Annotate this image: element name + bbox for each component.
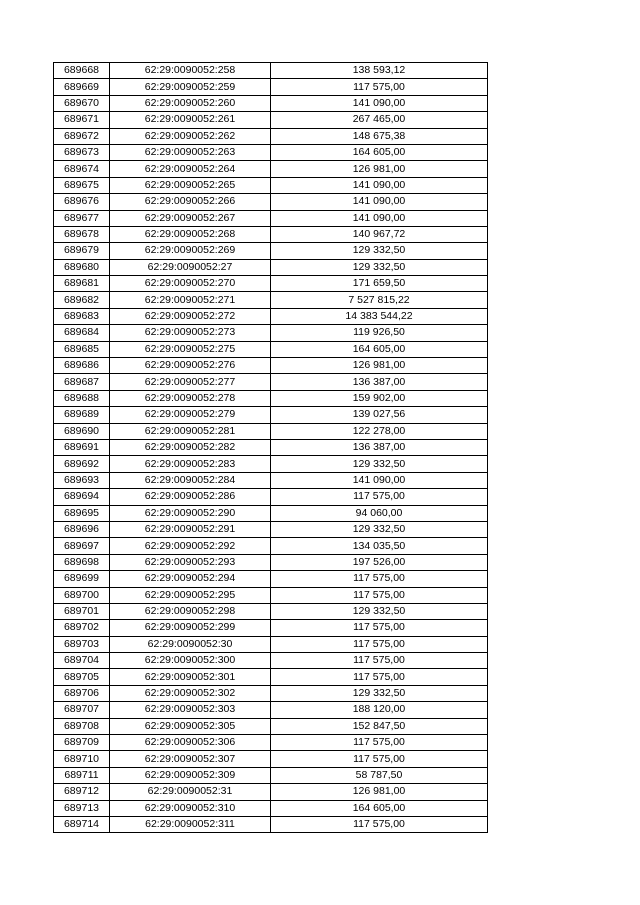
- cadastral-number-cell: 62:29:0090052:291: [110, 521, 271, 537]
- cadastral-number-cell: 62:29:0090052:292: [110, 538, 271, 554]
- row-number-cell: 689678: [54, 226, 110, 242]
- row-number-cell: 689681: [54, 276, 110, 292]
- cadastral-value-cell: 141 090,00: [271, 95, 488, 111]
- table-row: [54, 456, 488, 472]
- row-number-cell: 689712: [54, 784, 110, 800]
- cadastral-number-cell: 62:29:0090052:293: [110, 554, 271, 570]
- cadastral-number-cell: 62:29:0090052:283: [110, 456, 271, 472]
- row-number-cell: 689671: [54, 112, 110, 128]
- row-number-cell: 689692: [54, 456, 110, 472]
- row-number-cell: 689688: [54, 390, 110, 406]
- cadastral-value-cell: 164 605,00: [271, 800, 488, 816]
- cadastral-value-cell: 117 575,00: [271, 79, 488, 95]
- cadastral-value-cell: 141 090,00: [271, 210, 488, 226]
- table-row: [54, 472, 488, 488]
- table-row: [54, 161, 488, 177]
- row-number-cell: 689689: [54, 407, 110, 423]
- cadastral-number-cell: 62:29:0090052:260: [110, 95, 271, 111]
- cadastral-number-cell: 62:29:0090052:295: [110, 587, 271, 603]
- cadastral-number-cell: 62:29:0090052:286: [110, 489, 271, 505]
- cadastral-value-cell: 14 383 544,22: [271, 308, 488, 324]
- cadastral-number-cell: 62:29:0090052:290: [110, 505, 271, 521]
- table-row: [54, 325, 488, 341]
- table-row: [54, 603, 488, 619]
- cadastral-value-cell: 126 981,00: [271, 784, 488, 800]
- table-row: [54, 341, 488, 357]
- table-row: [54, 702, 488, 718]
- cadastral-number-cell: 62:29:0090052:281: [110, 423, 271, 439]
- row-number-cell: 689691: [54, 439, 110, 455]
- table-row: [54, 767, 488, 783]
- row-number-cell: 689700: [54, 587, 110, 603]
- row-number-cell: 689677: [54, 210, 110, 226]
- row-number-cell: 689695: [54, 505, 110, 521]
- table-row: [54, 79, 488, 95]
- cadastral-value-cell: 171 659,50: [271, 276, 488, 292]
- row-number-cell: 689668: [54, 63, 110, 79]
- table-body: [54, 63, 488, 833]
- table-row: [54, 784, 488, 800]
- cadastral-value-cell: 119 926,50: [271, 325, 488, 341]
- row-number-cell: 689679: [54, 243, 110, 259]
- table-row: [54, 439, 488, 455]
- cadastral-value-cell: 141 090,00: [271, 177, 488, 193]
- cadastral-value-cell: 129 332,50: [271, 521, 488, 537]
- row-number-cell: 689684: [54, 325, 110, 341]
- cadastral-number-cell: 62:29:0090052:306: [110, 735, 271, 751]
- cadastral-value-cell: 141 090,00: [271, 472, 488, 488]
- row-number-cell: 689713: [54, 800, 110, 816]
- cadastral-number-cell: 62:29:0090052:269: [110, 243, 271, 259]
- cadastral-number-cell: 62:29:0090052:299: [110, 620, 271, 636]
- cadastral-number-cell: 62:29:0090052:277: [110, 374, 271, 390]
- cadastral-number-cell: 62:29:0090052:30: [110, 636, 271, 652]
- cadastral-number-cell: 62:29:0090052:270: [110, 276, 271, 292]
- cadastral-value-cell: 136 387,00: [271, 439, 488, 455]
- cadastral-value-cell: 117 575,00: [271, 735, 488, 751]
- cadastral-value-cell: 188 120,00: [271, 702, 488, 718]
- table-row: [54, 407, 488, 423]
- cadastral-number-cell: 62:29:0090052:272: [110, 308, 271, 324]
- cadastral-value-cell: 136 387,00: [271, 374, 488, 390]
- cadastral-number-cell: 62:29:0090052:298: [110, 603, 271, 619]
- table-row: [54, 521, 488, 537]
- table-row: [54, 259, 488, 275]
- cadastral-value-cell: 58 787,50: [271, 767, 488, 783]
- table-row: [54, 587, 488, 603]
- table-row: [54, 210, 488, 226]
- table-row: [54, 505, 488, 521]
- cadastral-value-cell: 117 575,00: [271, 620, 488, 636]
- cadastral-value-cell: 134 035,50: [271, 538, 488, 554]
- cadastral-value-cell: 129 332,50: [271, 243, 488, 259]
- row-number-cell: 689698: [54, 554, 110, 570]
- row-number-cell: 689674: [54, 161, 110, 177]
- cadastral-value-cell: 159 902,00: [271, 390, 488, 406]
- cadastral-number-cell: 62:29:0090052:258: [110, 63, 271, 79]
- cadastral-value-cell: 129 332,50: [271, 456, 488, 472]
- cadastral-number-cell: 62:29:0090052:294: [110, 571, 271, 587]
- cadastral-value-cell: 129 332,50: [271, 259, 488, 275]
- table-row: [54, 292, 488, 308]
- table-row: [54, 276, 488, 292]
- table-row: [54, 128, 488, 144]
- table-row: [54, 751, 488, 767]
- row-number-cell: 689703: [54, 636, 110, 652]
- cadastral-number-cell: 62:29:0090052:259: [110, 79, 271, 95]
- cadastral-value-cell: 139 027,56: [271, 407, 488, 423]
- table-row: [54, 112, 488, 128]
- table-row: [54, 620, 488, 636]
- table-row: [54, 800, 488, 816]
- row-number-cell: 689690: [54, 423, 110, 439]
- cadastral-number-cell: 62:29:0090052:266: [110, 194, 271, 210]
- cadastral-number-cell: 62:29:0090052:271: [110, 292, 271, 308]
- row-number-cell: 689714: [54, 816, 110, 832]
- cadastral-number-cell: 62:29:0090052:275: [110, 341, 271, 357]
- table-row: [54, 358, 488, 374]
- row-number-cell: 689670: [54, 95, 110, 111]
- row-number-cell: 689687: [54, 374, 110, 390]
- cadastral-value-cell: 117 575,00: [271, 751, 488, 767]
- cadastral-value-cell: 117 575,00: [271, 587, 488, 603]
- cadastral-value-table: [53, 62, 488, 833]
- cadastral-value-cell: 129 332,50: [271, 685, 488, 701]
- cadastral-number-cell: 62:29:0090052:307: [110, 751, 271, 767]
- table-row: [54, 144, 488, 160]
- row-number-cell: 689696: [54, 521, 110, 537]
- cadastral-number-cell: 62:29:0090052:276: [110, 358, 271, 374]
- cadastral-number-cell: 62:29:0090052:310: [110, 800, 271, 816]
- cadastral-number-cell: 62:29:0090052:279: [110, 407, 271, 423]
- row-number-cell: 689693: [54, 472, 110, 488]
- row-number-cell: 689699: [54, 571, 110, 587]
- table-row: [54, 308, 488, 324]
- cadastral-value-cell: 141 090,00: [271, 194, 488, 210]
- row-number-cell: 689697: [54, 538, 110, 554]
- cadastral-value-cell: 267 465,00: [271, 112, 488, 128]
- row-number-cell: 689701: [54, 603, 110, 619]
- cadastral-number-cell: 62:29:0090052:301: [110, 669, 271, 685]
- row-number-cell: 689702: [54, 620, 110, 636]
- cadastral-number-cell: 62:29:0090052:262: [110, 128, 271, 144]
- cadastral-value-cell: 197 526,00: [271, 554, 488, 570]
- cadastral-value-cell: 152 847,50: [271, 718, 488, 734]
- cadastral-value-cell: 140 967,72: [271, 226, 488, 242]
- table-row: [54, 489, 488, 505]
- table-row: [54, 63, 488, 79]
- cadastral-value-cell: 164 605,00: [271, 144, 488, 160]
- cadastral-number-cell: 62:29:0090052:261: [110, 112, 271, 128]
- row-number-cell: 689683: [54, 308, 110, 324]
- cadastral-number-cell: 62:29:0090052:27: [110, 259, 271, 275]
- table-row: [54, 226, 488, 242]
- cadastral-number-cell: 62:29:0090052:309: [110, 767, 271, 783]
- cadastral-value-cell: 122 278,00: [271, 423, 488, 439]
- table-row: [54, 538, 488, 554]
- table-row: [54, 735, 488, 751]
- cadastral-number-cell: 62:29:0090052:278: [110, 390, 271, 406]
- cadastral-value-cell: 138 593,12: [271, 63, 488, 79]
- cadastral-value-cell: 117 575,00: [271, 653, 488, 669]
- cadastral-value-cell: 117 575,00: [271, 816, 488, 832]
- cadastral-value-cell: 164 605,00: [271, 341, 488, 357]
- table-row: [54, 95, 488, 111]
- cadastral-number-cell: 62:29:0090052:273: [110, 325, 271, 341]
- row-number-cell: 689669: [54, 79, 110, 95]
- row-number-cell: 689672: [54, 128, 110, 144]
- row-number-cell: 689705: [54, 669, 110, 685]
- table-row: [54, 374, 488, 390]
- table-row: [54, 653, 488, 669]
- row-number-cell: 689711: [54, 767, 110, 783]
- cadastral-number-cell: 62:29:0090052:284: [110, 472, 271, 488]
- cadastral-number-cell: 62:29:0090052:31: [110, 784, 271, 800]
- cadastral-value-cell: 148 675,38: [271, 128, 488, 144]
- cadastral-number-cell: 62:29:0090052:303: [110, 702, 271, 718]
- cadastral-value-cell: 126 981,00: [271, 358, 488, 374]
- cadastral-value-cell: 94 060,00: [271, 505, 488, 521]
- table-row: [54, 243, 488, 259]
- cadastral-value-cell: 117 575,00: [271, 489, 488, 505]
- table-row: [54, 177, 488, 193]
- row-number-cell: 689680: [54, 259, 110, 275]
- cadastral-number-cell: 62:29:0090052:311: [110, 816, 271, 832]
- cadastral-number-cell: 62:29:0090052:265: [110, 177, 271, 193]
- table-row: [54, 390, 488, 406]
- cadastral-number-cell: 62:29:0090052:300: [110, 653, 271, 669]
- row-number-cell: 689704: [54, 653, 110, 669]
- cadastral-number-cell: 62:29:0090052:305: [110, 718, 271, 734]
- row-number-cell: 689707: [54, 702, 110, 718]
- cadastral-value-cell: 117 575,00: [271, 636, 488, 652]
- cadastral-number-cell: 62:29:0090052:302: [110, 685, 271, 701]
- row-number-cell: 689706: [54, 685, 110, 701]
- row-number-cell: 689673: [54, 144, 110, 160]
- cadastral-value-cell: 117 575,00: [271, 669, 488, 685]
- row-number-cell: 689675: [54, 177, 110, 193]
- cadastral-value-cell: 117 575,00: [271, 571, 488, 587]
- table-row: [54, 571, 488, 587]
- cadastral-number-cell: 62:29:0090052:268: [110, 226, 271, 242]
- row-number-cell: 689685: [54, 341, 110, 357]
- cadastral-number-cell: 62:29:0090052:264: [110, 161, 271, 177]
- row-number-cell: 689710: [54, 751, 110, 767]
- table-row: [54, 816, 488, 832]
- cadastral-value-cell: 129 332,50: [271, 603, 488, 619]
- cadastral-number-cell: 62:29:0090052:263: [110, 144, 271, 160]
- row-number-cell: 689708: [54, 718, 110, 734]
- cadastral-number-cell: 62:29:0090052:282: [110, 439, 271, 455]
- table-row: [54, 423, 488, 439]
- cadastral-value-cell: 126 981,00: [271, 161, 488, 177]
- row-number-cell: 689694: [54, 489, 110, 505]
- table-row: [54, 554, 488, 570]
- table-row: [54, 718, 488, 734]
- cadastral-number-cell: 62:29:0090052:267: [110, 210, 271, 226]
- row-number-cell: 689686: [54, 358, 110, 374]
- cadastral-value-cell: 7 527 815,22: [271, 292, 488, 308]
- row-number-cell: 689709: [54, 735, 110, 751]
- row-number-cell: 689682: [54, 292, 110, 308]
- row-number-cell: 689676: [54, 194, 110, 210]
- table-row: [54, 636, 488, 652]
- table-row: [54, 194, 488, 210]
- table-row: [54, 685, 488, 701]
- table-row: [54, 669, 488, 685]
